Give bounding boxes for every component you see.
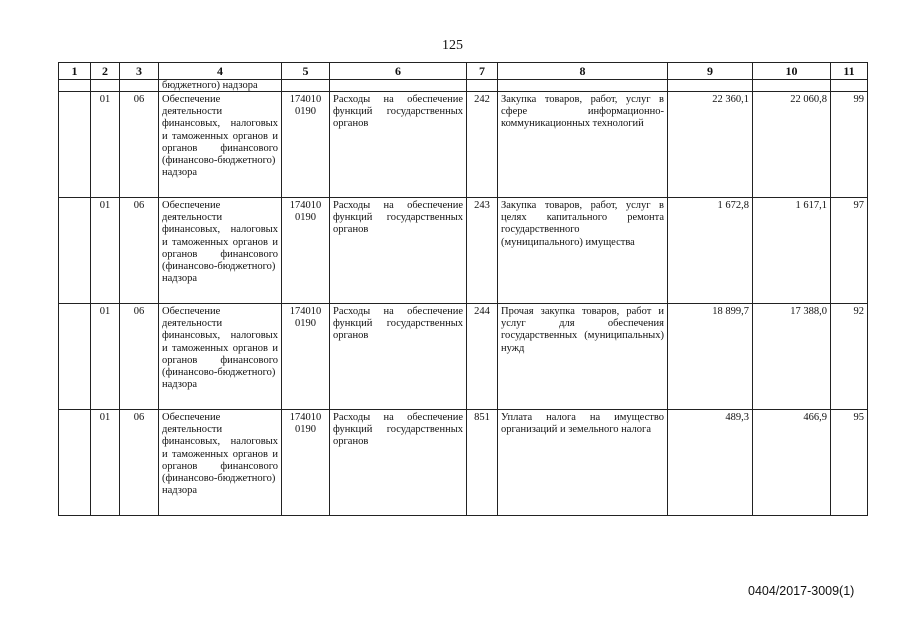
cell-expense-name: Закупка товаров, работ, услуг в сфере информационно-коммуникационных технологий: [498, 92, 668, 198]
cell-target-name: Расходы на обеспечение функций государственных органов: [330, 92, 467, 198]
cell-section-name: Обеспечение деятельности финансовых, налоговых и таможенных органов и органов финансового (финансово-бюджетного) надзора: [159, 410, 282, 516]
header-cell-4: 4: [159, 63, 282, 80]
cell-actual: 17 388,0: [753, 304, 831, 410]
cell-section-name: Обеспечение деятельности финансовых, налоговых и таможенных органов и органов финансового (финансово-бюджетного) надзора: [159, 92, 282, 198]
header-cell-5: 5: [282, 63, 330, 80]
table-row: [59, 92, 868, 198]
cell-percent: 95: [831, 410, 868, 516]
cell-expense-code: 242: [467, 92, 498, 198]
header-cell-6: 6: [330, 63, 467, 80]
cell-section: 01: [91, 198, 120, 304]
document-code: 0404/2017-3009(1): [748, 584, 855, 598]
page-number: 125: [442, 38, 463, 53]
continuation-text: бюджетного) надзора: [159, 80, 282, 92]
header-cell-9: 9: [668, 63, 753, 80]
cell-section-name: Обеспечение деятельности финансовых, налоговых и таможенных органов и органов финансового (финансово-бюджетного) надзора: [159, 198, 282, 304]
cell-expense-name: Прочая закупка товаров, работ и услуг для обеспечения государственных (муниципальных) нужд: [498, 304, 668, 410]
cell-planned: 22 360,1: [668, 92, 753, 198]
cell-section-name: Обеспечение деятельности финансовых, налоговых и таможенных органов и органов финансового (финансово-бюджетного) надзора: [159, 304, 282, 410]
cell-col1: [59, 304, 91, 410]
cell-target-code: 174010 0190: [282, 92, 330, 198]
header-cell-3: 3: [120, 63, 159, 80]
cell-section: 01: [91, 410, 120, 516]
cell-target-code: 174010 0190: [282, 410, 330, 516]
cell-target-name: Расходы на обеспечение функций государственных органов: [330, 198, 467, 304]
header-cell-11: 11: [831, 63, 868, 80]
cell-percent: 92: [831, 304, 868, 410]
cell-expense-code: 243: [467, 198, 498, 304]
cell-subsection: 06: [120, 304, 159, 410]
cell-percent: 99: [831, 92, 868, 198]
cell-subsection: 06: [120, 410, 159, 516]
header-cell-2: 2: [91, 63, 120, 80]
cell-subsection: 06: [120, 198, 159, 304]
cell-expense-code: 244: [467, 304, 498, 410]
header-cell-7: 7: [467, 63, 498, 80]
cell-percent: 97: [831, 198, 868, 304]
cell-planned: 18 899,7: [668, 304, 753, 410]
header-cell-8: 8: [498, 63, 668, 80]
cell-target-name: Расходы на обеспечение функций государственных органов: [330, 304, 467, 410]
cell-target-code: 174010 0190: [282, 198, 330, 304]
header-cell-1: 1: [59, 63, 91, 80]
cell-expense-name: Закупка товаров, работ, услуг в целях капитального ремонта государственного (муниципального) имущества: [498, 198, 668, 304]
cell-planned: 1 672,8: [668, 198, 753, 304]
cell-expense-code: 851: [467, 410, 498, 516]
cell-section: 01: [91, 92, 120, 198]
header-cell-10: 10: [753, 63, 831, 80]
cell-target-code: 174010 0190: [282, 304, 330, 410]
table-row: [59, 198, 868, 304]
cell-actual: 1 617,1: [753, 198, 831, 304]
table-row: [59, 304, 868, 410]
cell-section: 01: [91, 304, 120, 410]
cell-actual: 22 060,8: [753, 92, 831, 198]
table-row: [59, 410, 868, 516]
cell-planned: 489,3: [668, 410, 753, 516]
cell-col1: [59, 410, 91, 516]
cell-actual: 466,9: [753, 410, 831, 516]
cell-col1: [59, 198, 91, 304]
cell-expense-name: Уплата налога на имущество организаций и земельного налога: [498, 410, 668, 516]
cell-col1: [59, 92, 91, 198]
cell-subsection: 06: [120, 92, 159, 198]
cell-target-name: Расходы на обеспечение функций государственных органов: [330, 410, 467, 516]
continuation-row: [59, 80, 868, 92]
budget-table: [58, 62, 868, 516]
header-row: [59, 63, 868, 80]
